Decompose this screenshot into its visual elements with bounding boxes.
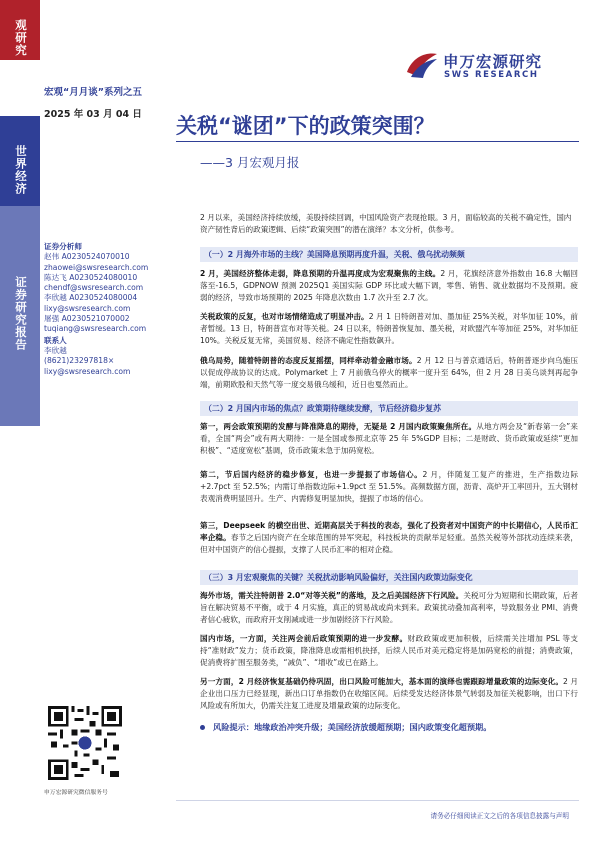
brand-logo [405,50,575,82]
section-1-para-2 [200,311,578,346]
para-body: 从地方两会及“新春第一会”来看，全国“两会”或有两大期待：一是全国或参照北京等 25 年 5%GDP 目标；二是财政、货币政策或延续“更加积极”、“适度宽松”基调，货币政策未急于加码宽松。 [200,422,578,455]
section-2-para-3 [200,520,578,555]
contact-label: 联系人 [44,335,67,345]
para-lead: 海外市场，需关注特朗普 2.0“对等关税”的落地，及之后美国经济下行风险。 [200,591,464,600]
para-body: 2 月，伴随复工复产的推进，生产指数边际+2.7pct 至 52.5%；内需订单指数边际+1.9pct 至 51.5%。高频数据方面，沥青、高炉开工率回升，五大钢材表观消费明显回升。生产、内需修复明显加快，提振了市场的信心。 [200,470,578,503]
title-divider [176,141,579,142]
footer-divider [176,800,579,801]
para-body: 2 月 12 日与普京通话后，特朗普逐步向乌施压以促成停战协议的达成。Polymarket 上 7 月前俄乌停火的概率一度升至 64%，但 2 月 28 日美乌谈判再起争端，前期欧股和天然气等一度交易俄乌缓和，近日也戛然而止。 [200,356,579,389]
analyst-email[interactable]: tuqiang@swsresearch.com [44,324,147,334]
analyst-email[interactable]: lixy@swsresearch.com [44,303,131,313]
para-body: 财政政策或更加积极，后续需关注增加 PSL 等支持“准财政”发力；货币政策，降准降息或需相机抉择，后续人民币对美元稳定将是加码宽松的前提；消费政策，促消费将扩围至服务类，“减负”、“增收”或已在路上。 [200,634,578,667]
logo-mark-icon [405,50,439,80]
analyst-block [44,242,194,377]
para-body: 2 月 1 日特朗普对加、墨加征 25%关税，对华加征 10%，前者暂缓。13 日，特朗普宣布对等关税。24 日以来，特朗普恢复加、墨关税，对欧盟汽车等加征 25%，对华加征 10%。关税反复无常，美国贸易、经济不确定性指数飙升。 [200,312,578,345]
report-subtitle: ——3 月宏观月报 [200,155,300,170]
contact-email[interactable]: lixy@swsresearch.com [44,366,131,376]
report-date: 2025 年 03 月 04 日 [44,109,142,120]
analyst-name: 赵伟 A0230524070010 [44,252,130,262]
analyst-name: 陈达飞 A0230524080010 [44,272,138,282]
analyst-email[interactable]: zhaowei@swsresearch.com [44,262,149,272]
analyst-name: 屠强 A0230521070002 [44,314,130,324]
analyst-email[interactable]: chendf@swsresearch.com [44,283,144,293]
section-heading-3: （三）3 月宏观聚焦的关键？关税扰动影响风险偏好，关注国内政策边际变化 [200,570,578,585]
sidebar-tag-top: 观研究 [14,19,28,57]
qr-caption: 申万宏源研究微信服务号 [44,790,108,796]
section-3-para-1 [200,590,578,625]
contact-name: 李欣越 [44,345,67,355]
para-lead: 2 月，美国经济整体走弱，降息预期的升温再度成为宏观聚焦的主线。 [200,269,441,278]
risk-text: 风险提示：地缘政治冲突升级；美国经济放缓超预期；国内政策变化超预期。 [213,722,492,732]
logo-text-en: SWS RESEARCH [444,70,539,80]
para-lead: 国内市场，一方面，关注两会前后政策预期的进一步发酵。 [200,634,408,643]
para-body: 关税可分为短期和长期政策，后者旨在解决贸易不平衡，或于 4 月实施，真正的贸易战或尚未到来。政策扰动叠加高利率，导致服务业 PMI、消费者信心疲软，而政府开支削减或进一步加剧经济下行风险。 [200,591,578,624]
wechat-qr-code-icon[interactable] [48,706,122,780]
section-2-para-1 [200,421,578,456]
section-heading-1: （一）2 月海外市场的主线？美国降息预期再度升温，关税、俄乌扰动频频 [200,247,578,262]
bullet-icon [200,725,205,730]
para-body: 春节之后国内资产在全球范围的异军突起，科技板块的贡献举足轻重。虽然关税等外部扰动连续来袭，但对中国资产的信心提振，支撑了人民币汇率的相对企稳。 [200,532,579,554]
para-lead: 另一方面，2 月经济恢复基础仍待巩固，出口风险可能加大，基本面的演绎也需跟踪增量政策的边际变化。 [200,677,564,686]
analyst-name: 李欣越 A0230524080004 [44,293,138,303]
analyst-label: 证券分析师 [44,242,82,251]
section-3-para-3 [200,676,578,711]
section-heading-2: （二）2 月国内市场的焦点？政策期待继续发酵，节后经济稳步复苏 [200,401,578,416]
section-3-para-2 [200,633,578,668]
contact-phone: (8621)23297818× [44,356,115,366]
section-1-para-3 [200,355,578,390]
para-lead: 俄乌局势，随着特朗普的态度反复摇摆，同样牵动着金融市场。 [200,356,417,365]
para-lead: 第三，Deepseek 的横空出世、近期高层关于科技的表态，强化了投资者对中国资产的中长期信心，人民币汇率企稳。 [200,521,578,542]
footer-disclaimer: 请务必仔细阅读正文之后的各项信息披露与声明 [430,812,569,820]
report-series: 宏观“月月谈”系列之五 [44,87,142,98]
para-lead: 第一，两会政策预期的发酵与降准降息的期待，无疑是 2 月国内政策聚焦所在。 [200,422,477,431]
sidebar-tag-world-economy: 世界经济 [14,145,28,195]
report-title: 关税“谜团”下的政策突围？ [176,114,435,138]
logo-text-cn: 申万宏源研究 [443,53,543,71]
para-lead: 第二，节后国内经济的稳步修复，也进一步提振了市场信心。 [200,470,423,479]
para-body: 2 月，花旗经济意外指数由 16.8 大幅回落至-16.5，GDPNOW 预测 2025Q1 美国实际 GDP 环比或大幅下调，零售、销售、就业数据均不及预期。疲弱的经济，导致市场预期的 2025 年降息次数由 1.7 次升至 2.7 次。 [200,269,578,302]
risk-warning [200,722,491,733]
sidebar-tag-report-type: 证券研究报告 [14,275,28,351]
section-2-para-2 [200,469,578,504]
para-lead: 关税政策的反复，也对市场情绪造成了明显冲击。 [200,312,369,321]
para-body: 2 月企业出口压力已经显现，新出口订单指数仍在收缩区间。后续受发达经济体景气转弱及加征关税影响，出口下行风险或有所加大，仍需关注复工进度及增量政策的边际变化。 [200,677,579,710]
section-1-para-1 [200,268,578,303]
intro-paragraph: 2 月以来，美国经济持续放缓，美股持续回调，中国风险资产表现抢眼。3 月，面临较高的关税不确定性，国内资产韧性背后的政策逻辑、后续“政策突围”的潜在演绎？本文分析，供参考。 [200,213,572,234]
